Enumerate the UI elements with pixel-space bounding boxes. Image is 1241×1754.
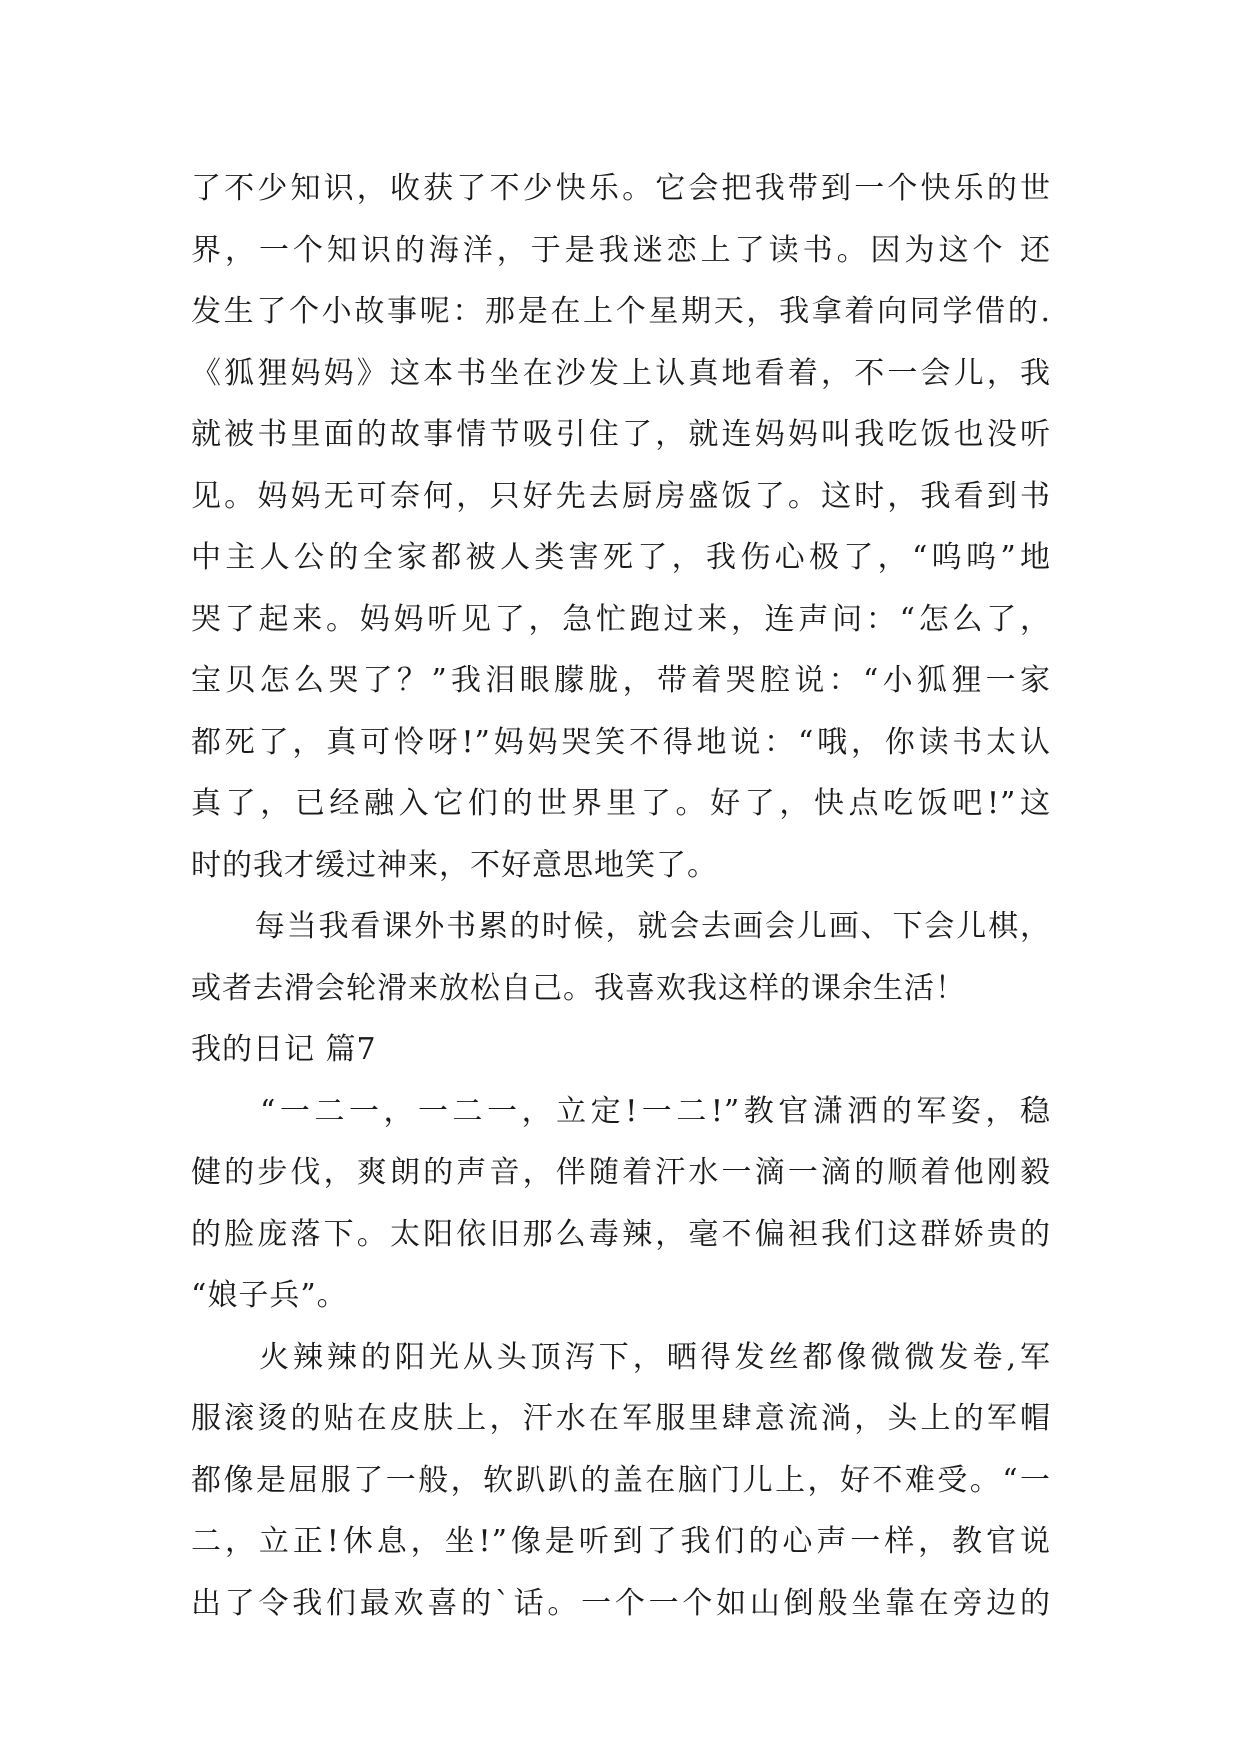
- text-line: 每当我看课外书累的时候，就会去画会儿画、下会儿棋，: [191, 909, 1051, 944]
- paragraph-end-line: “娘子兵”。: [191, 1278, 348, 1313]
- text-line: 都像是屈服了一般，软趴趴的盖在脑门儿上，好不难受。“一: [191, 1462, 1051, 1498]
- text-line: “一二一，一二一，立定!一二!”教官潇洒的军姿，稳: [191, 1093, 1051, 1129]
- text-line: 发生了个小故事呢：那是在上个星期天，我拿着向同学借的.: [191, 294, 1051, 329]
- text-line: 的脸庞落下。太阳依旧那么毒辣，毫不偏袒我们这群娇贵的: [191, 1216, 1051, 1252]
- text-line: 真了，已经融入它们的世界里了。好了，快点吃饭吧!”这: [191, 786, 1051, 821]
- text-line: 《狐狸妈妈》这本书坐在沙发上认真地看着，不一会儿，我: [191, 355, 1051, 391]
- paragraph-end-line: 时的我才缓过神来，不好意思地笑了。: [191, 847, 718, 883]
- text-line: 出了令我们最欢喜的`话。一个一个如山倒般坐靠在旁边的: [191, 1585, 1051, 1621]
- text-line: 健的步伐，爽朗的声音，伴随着汗水一滴一滴的顺着他刚毅: [191, 1155, 1051, 1190]
- text-line: 中主人公的全家都被人类害死了，我伤心极了，“呜呜”地: [191, 540, 1051, 575]
- text-line: 哭了起来。妈妈听见了，急忙跑过来，连声问：“怎么了，: [191, 601, 1051, 637]
- text-line: 见。妈妈无可奈何，只好先去厨房盛饭了。这时，我看到书: [191, 478, 1051, 514]
- text-line: 服滚烫的贴在皮肤上，汗水在军服里肆意流淌，头上的军帽: [191, 1401, 1051, 1436]
- section-heading: 我的日记 篇7: [191, 1032, 377, 1067]
- text-line: 界，一个知识的海洋，于是我迷恋上了读书。因为这个 还: [191, 232, 1051, 268]
- text-line: 都死了，真可怜呀!”妈妈哭笑不得地说：“哦，你读书太认: [191, 724, 1051, 760]
- body-text: [191, 158, 1051, 1634]
- text-line: 就被书里面的故事情节吸引住了，就连妈妈叫我吃饭也没听: [191, 417, 1051, 452]
- text-line: 宝贝怎么哭了？”我泪眼朦胧，带着哭腔说：“小狐狸一家: [191, 663, 1051, 698]
- paragraph-end-line: 或者去滑会轮滑来放松自己。我喜欢我这样的课余生活！: [191, 970, 966, 1006]
- text-line: 了不少知识，收获了不少快乐。它会把我带到一个快乐的世: [191, 171, 1051, 206]
- text-line: 火辣辣的阳光从头顶泻下，晒得发丝都像微微发卷,军: [191, 1339, 1051, 1375]
- text-line: 二，立正!休息，坐!”像是听到了我们的心声一样，教官说: [191, 1524, 1051, 1559]
